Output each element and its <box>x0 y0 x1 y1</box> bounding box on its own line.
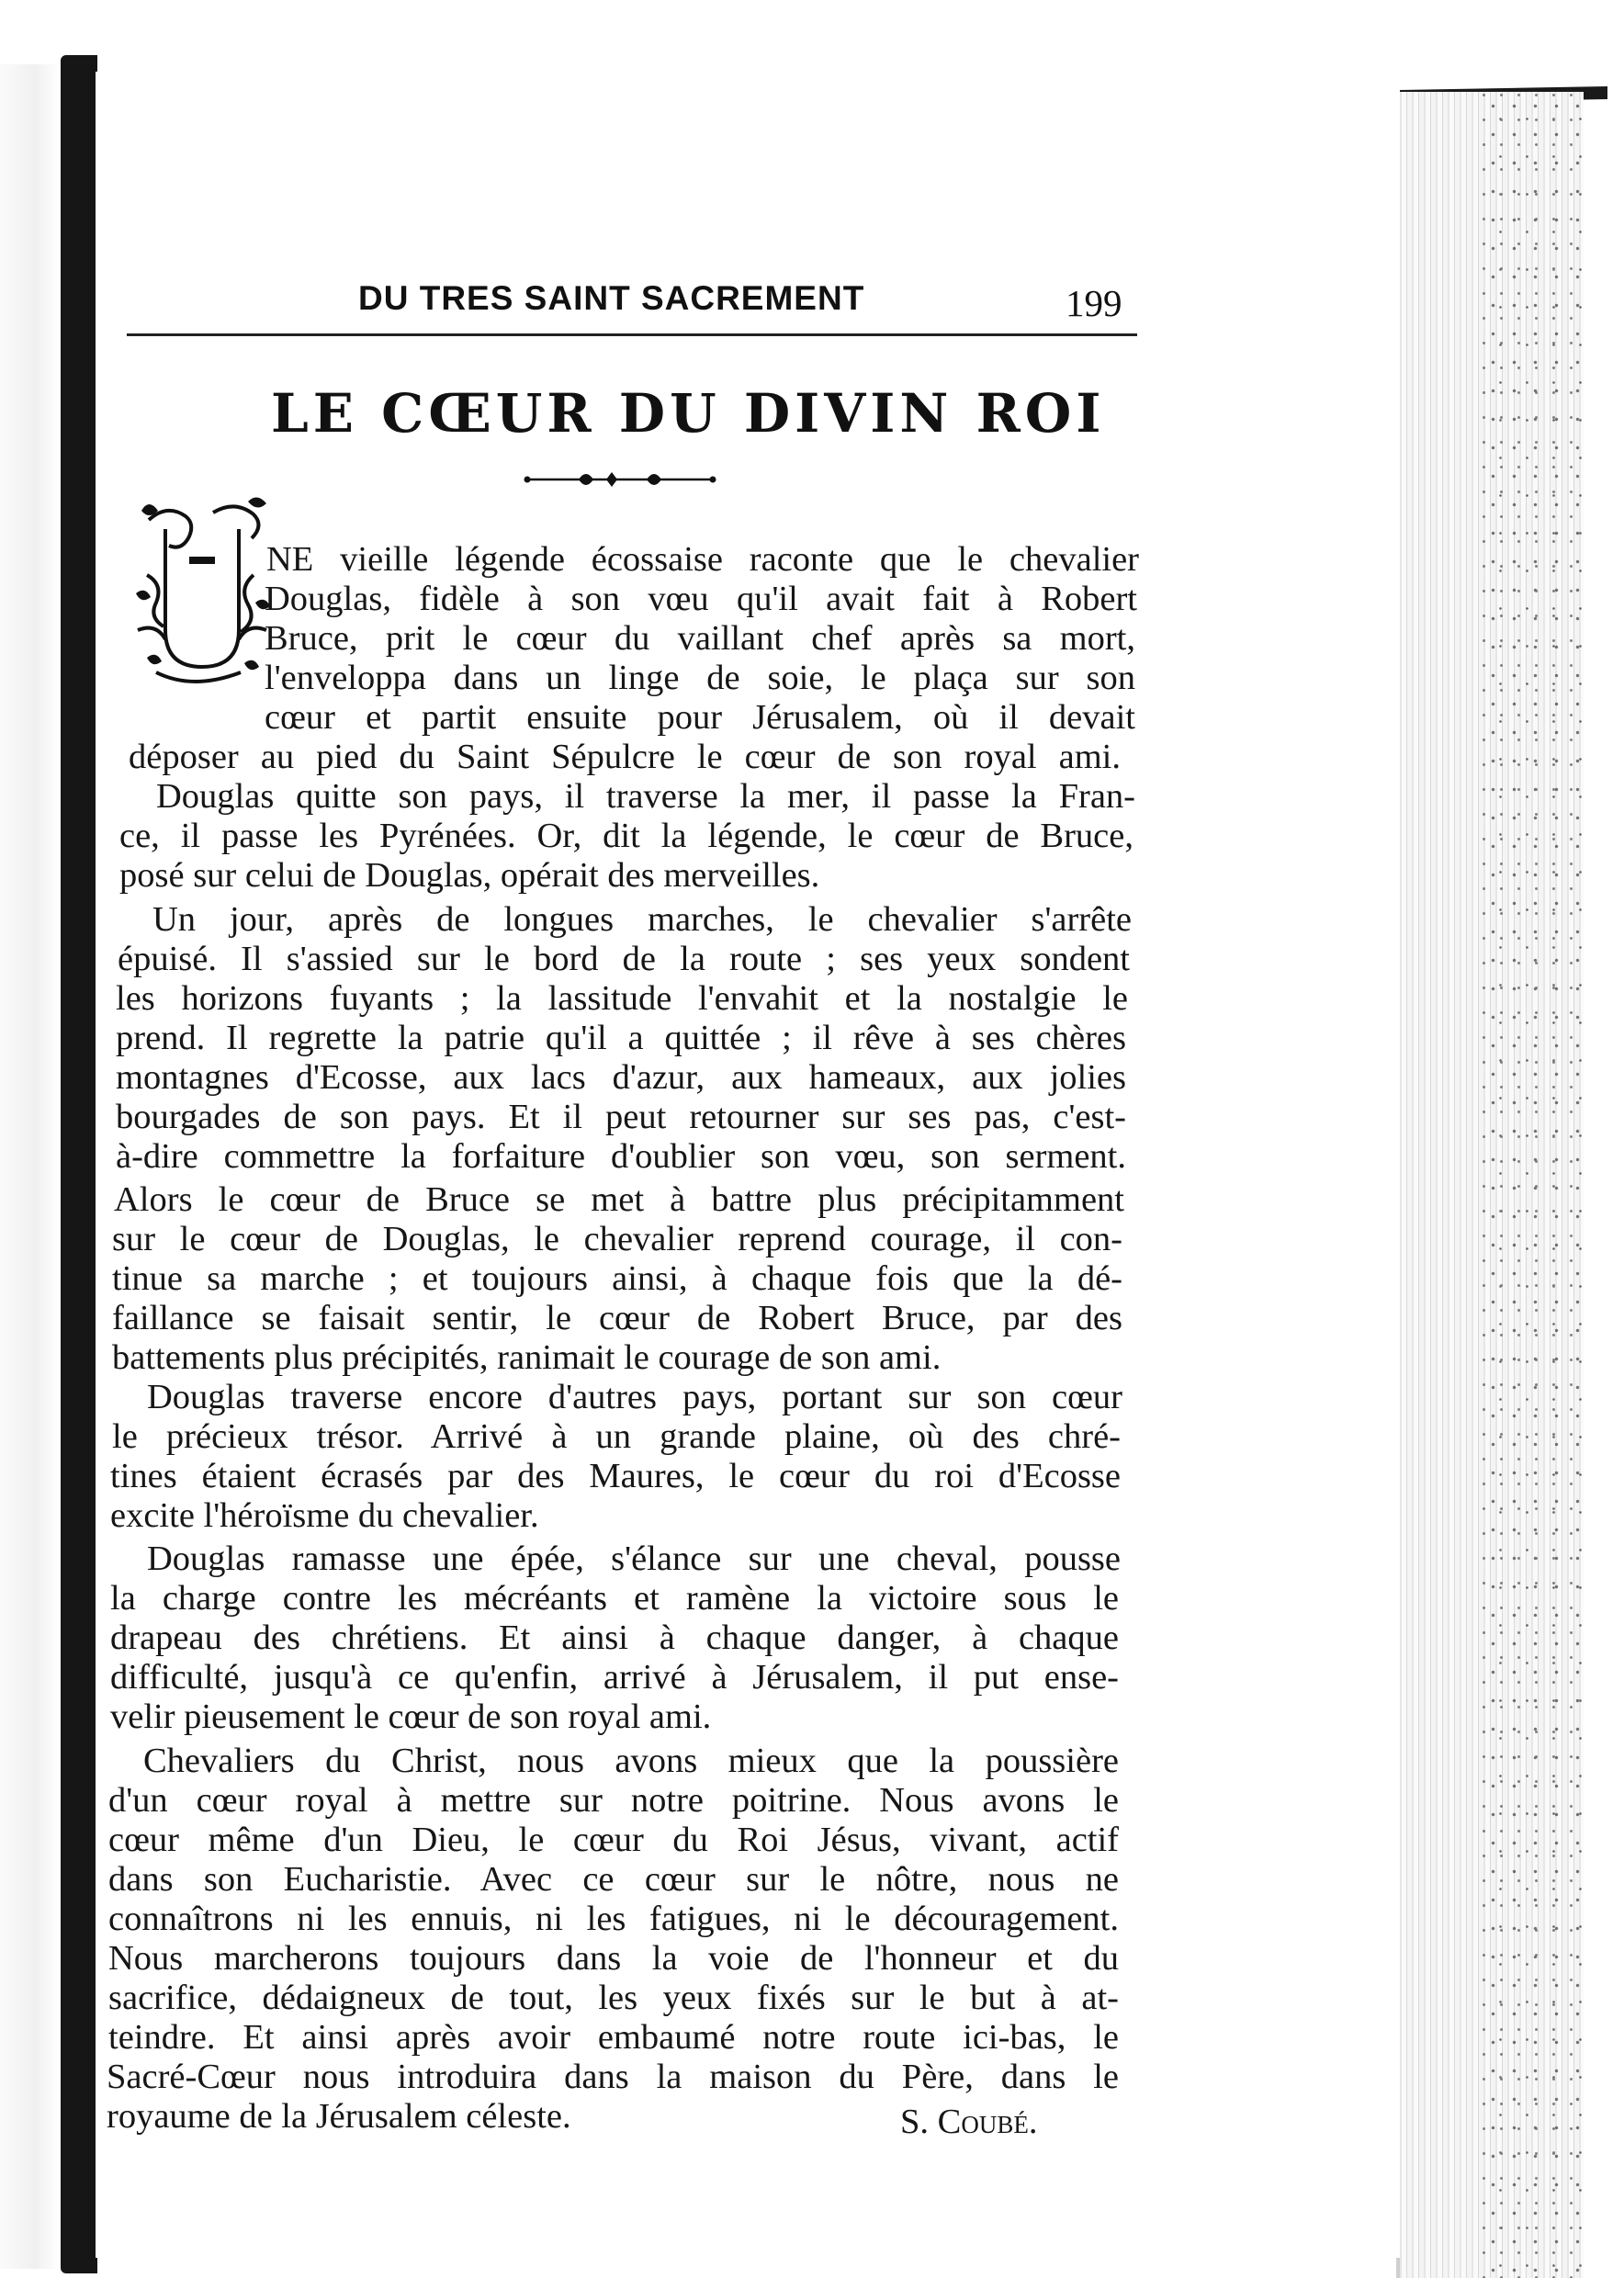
running-title: DU TRES SAINT SACREMENT <box>358 279 865 317</box>
body-line: prend. Il regrette la patrie qu'il a quittée ; il rêve à ses chères <box>116 1019 1126 1057</box>
facing-page-edge <box>0 64 59 2269</box>
body-line: drapeau des chrétiens. Et ainsi à chaque danger, à chaque <box>110 1618 1119 1657</box>
body-line: Alors le cœur de Bruce se met à battre plus précipitamment <box>114 1180 1124 1219</box>
body-line: Un jour, après de longues marches, le chevalier s'arrête <box>152 900 1132 939</box>
author-signature: S. Coubé. <box>900 2103 1038 2141</box>
body-line: excite l'héroïsme du chevalier. <box>110 1496 539 1535</box>
body-line-1 <box>266 542 1139 578</box>
body-line: bourgades de son pays. Et il peut retourner sur ses pas, c'est- <box>116 1098 1126 1136</box>
body-line: à-dire commettre la forfaiture d'oublier son vœu, son serment. <box>116 1137 1126 1176</box>
body-line: les horizons fuyants ; la lassitude l'envahit et la nostalgie le <box>116 979 1128 1018</box>
page-number: 199 <box>1066 282 1122 324</box>
body-line: le précieux trésor. Arrivé à un grande plaine, où des chré- <box>112 1417 1121 1456</box>
body-line: connaîtrons ni les ennuis, ni les fatigues, ni le découragement. <box>108 1900 1119 1938</box>
first-word-rest: NE <box>266 540 314 579</box>
body-line: Bruce, prit le cœur du vaillant chef après sa mort, <box>265 619 1135 658</box>
article-title: LE CŒUR DU DIVIN ROI <box>271 382 1106 445</box>
book-gutter <box>61 55 97 2273</box>
body-line: Douglas ramasse une épée, s'élance sur une cheval, pousse <box>147 1539 1121 1578</box>
body-line: Douglas quitte son pays, il traverse la mer, il passe la Fran- <box>156 777 1135 816</box>
line-1-text: vieille légende écossaise raconte que le chevalier <box>340 540 1139 579</box>
body-line: épuisé. Il s'assied sur le bord de la route ; ses yeux sondent <box>118 940 1130 978</box>
body-line: la charge contre les mécréants et ramène la victoire sous le <box>110 1579 1119 1618</box>
body-line: sur le cœur de Douglas, le chevalier reprend courage, il con- <box>112 1220 1122 1258</box>
body-line: déposer au pied du Saint Sépulcre le cœur de son royal ami. <box>129 738 1121 776</box>
body-line: royaume de la Jérusalem céleste. <box>107 2097 571 2136</box>
body-line: tinue sa marche ; et toujours ainsi, à chaque fois que la dé- <box>112 1259 1122 1298</box>
body-line: Nous marcherons toujours dans la voie de l'honneur et du <box>108 1939 1119 1978</box>
body-line: posé sur celui de Douglas, opérait des merveilles. <box>119 856 820 895</box>
body-line: Douglas traverse encore d'autres pays, portant sur son cœur <box>147 1378 1122 1416</box>
body-line: Chevaliers du Christ, nous avons mieux que la poussière <box>143 1742 1119 1780</box>
body-line: l'enveloppa dans un linge de soie, le plaça sur son <box>265 659 1135 697</box>
decorative-dropcap-icon <box>129 492 276 694</box>
body-line: sacrifice, dédaigneux de tout, les yeux fixés sur le but à at- <box>108 1979 1119 2017</box>
title-ornament-icon <box>524 467 716 492</box>
body-line: velir pieusement le cœur de son royal ami. <box>110 1697 712 1736</box>
page-block-edges <box>1396 92 1584 2278</box>
body-line: tines étaient écrasés par des Maures, le cœur du roi d'Ecosse <box>110 1457 1121 1495</box>
running-head <box>127 272 1137 336</box>
body-line: battements plus précipités, ranimait le courage de son ami. <box>112 1338 942 1377</box>
body-line: ce, il passe les Pyrénées. Or, dit la légende, le cœur de Bruce, <box>119 817 1133 855</box>
body-line: dans son Eucharistie. Avec ce cœur sur le nôtre, nous ne <box>108 1860 1119 1899</box>
body-line: difficulté, jusqu'à ce qu'enfin, arrivé à Jérusalem, il put ense- <box>110 1658 1119 1697</box>
body-line: Douglas, fidèle à son vœu qu'il avait fait à Robert <box>265 580 1137 618</box>
body-line: Sacré-Cœur nous introduira dans la maison du Père, dans le <box>107 2058 1119 2096</box>
body-line: cœur et partit ensuite pour Jérusalem, où il devait <box>265 698 1135 737</box>
body-line: cœur même d'un Dieu, le cœur du Roi Jésus, vivant, actif <box>108 1821 1119 1859</box>
head-rule <box>127 333 1137 336</box>
body-line: montagnes d'Ecosse, aux lacs d'azur, aux hameaux, aux jolies <box>116 1058 1126 1097</box>
body-line: teindre. Et ainsi après avoir embaumé notre route ici-bas, le <box>108 2018 1119 2057</box>
body-line: faillance se faisait sentir, le cœur de Robert Bruce, par des <box>112 1299 1122 1337</box>
body-line: d'un cœur royal à mettre sur notre poitrine. Nous avons le <box>108 1781 1119 1820</box>
